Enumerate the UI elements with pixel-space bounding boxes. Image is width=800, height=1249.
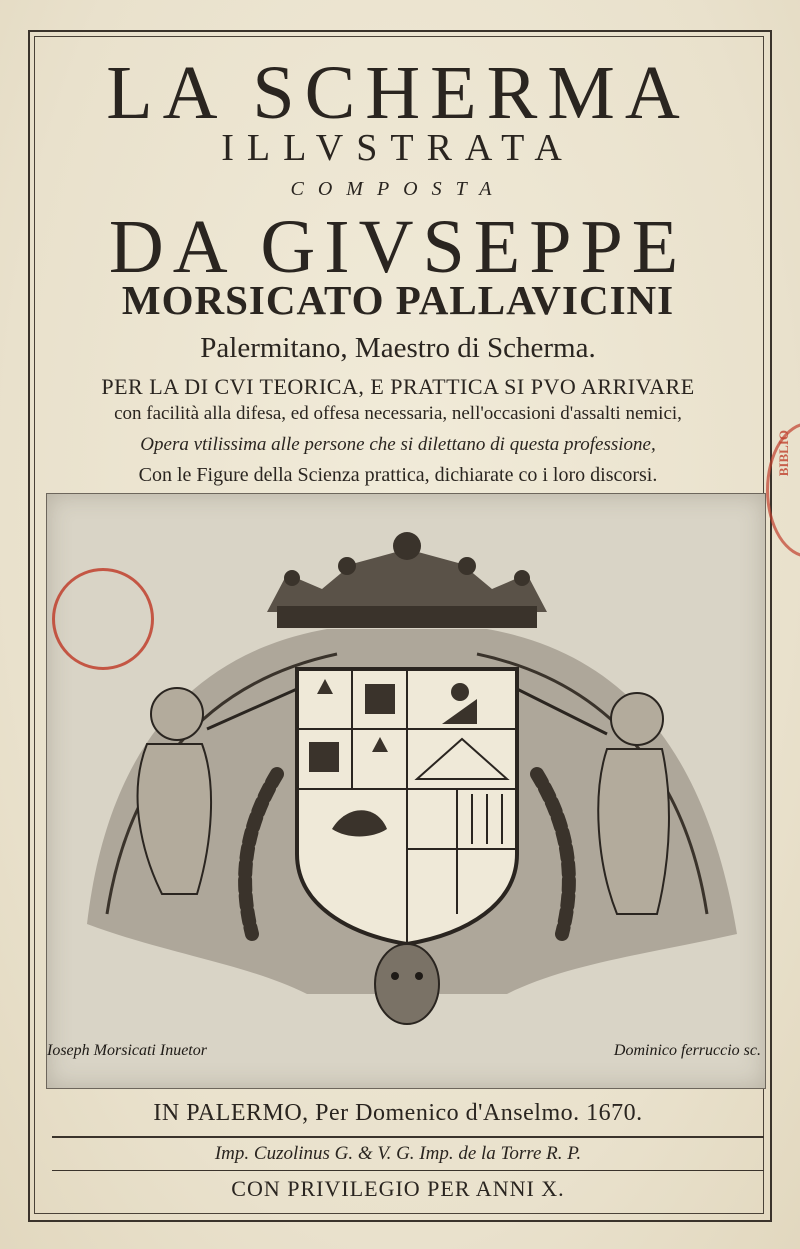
author-first-name: DA GIVSEPPE — [108, 205, 688, 289]
description-line-3: Opera vtilissima alle persone che si dilettano di questa professione, — [140, 434, 656, 455]
grotesque-mask-icon — [375, 944, 439, 1024]
description-line-4: Con le Figure della Scienza prattica, dichiarate co i loro discorsi. — [138, 464, 658, 486]
description-line-1: PER LA DI CVI TEORICA, E PRATTICA SI PVO ARRIVARE — [101, 374, 695, 399]
crown-icon — [267, 532, 547, 628]
main-title: LA SCHERMA — [106, 51, 690, 135]
imprint-privilege: CON PRIVILEGIO PER ANNI X. — [231, 1176, 565, 1201]
subtitle-illustrata: ILLVSTRATA — [221, 127, 575, 169]
engraved-plate — [46, 493, 766, 1089]
shield-icon — [297, 669, 517, 944]
coat-of-arms-engraving — [47, 494, 765, 1088]
title-block — [34, 36, 762, 496]
author-surname: MORSICATO PALLAVICINI — [121, 277, 675, 323]
imprint-rule-top — [52, 1136, 764, 1138]
composta-line: COMPOSTA — [290, 178, 506, 200]
library-stamp-left — [52, 568, 154, 670]
library-stamp-right-text: BIBLIO — [776, 430, 791, 477]
plate-engraver-caption: Dominico ferruccio sc. — [613, 1042, 761, 1059]
imprint-place: IN PALERMO, Per Domenico d'Anselmo. 1670. — [153, 1100, 643, 1126]
imprint-rule-bottom — [52, 1170, 764, 1171]
imprint-imprimatur: Imp. Cuzolinus G. & V. G. Imp. de la Torre R. P. — [214, 1143, 582, 1164]
description-line-2: con facilità alla difesa, ed offesa necessaria, nell'occasioni d'assalti nemici, — [114, 403, 682, 424]
author-role: Palermitano, Maestro di Scherma. — [200, 332, 596, 364]
plate-inventor-caption: Ioseph Morsicati Inuetor — [47, 1042, 207, 1059]
